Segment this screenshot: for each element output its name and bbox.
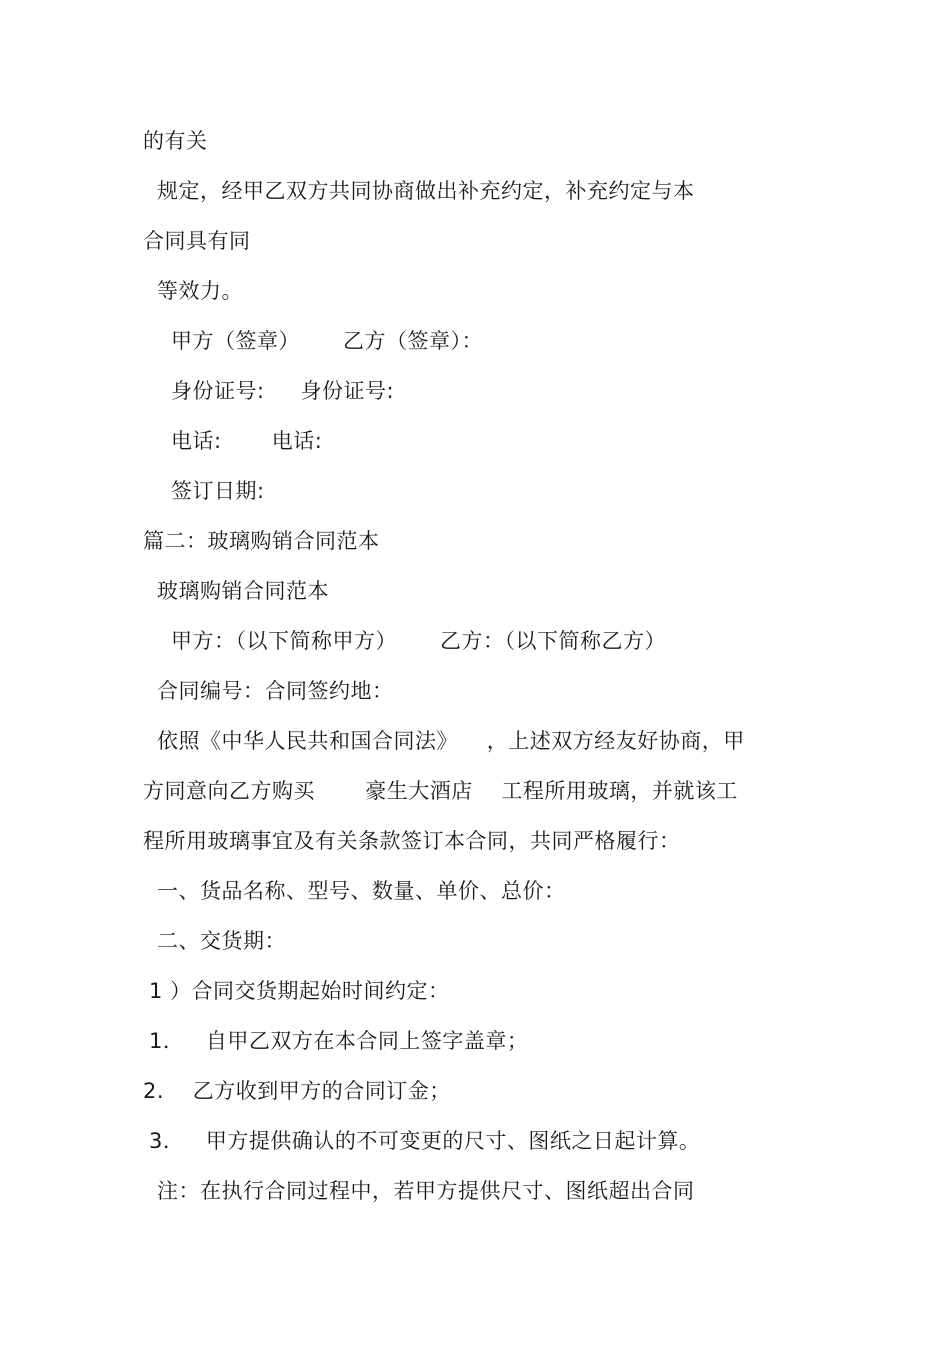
- list-item-2: 2. 乙方收到甲方的合同订金；: [143, 1079, 451, 1103]
- clause-2: 二、交货期：: [157, 929, 286, 953]
- signature-line-date: 签订日期:: [171, 479, 265, 503]
- parties-line: 甲方：（以下简称甲方） 乙方：（以下简称乙方）: [171, 629, 667, 653]
- signature-line-id: 身份证号: 身份证号:: [171, 379, 395, 403]
- note-line: 注：在执行合同过程中，若甲方提供尺寸、图纸超出合同: [157, 1179, 695, 1203]
- text-line-1: 的有关: [143, 129, 208, 153]
- signature-line-party: 甲方（签章） 乙方（签章）：: [171, 329, 484, 353]
- subclause-1: 1 ）合同交货期起始时间约定：: [149, 979, 450, 1003]
- list-item-1: 1． 自甲乙双方在本合同上签字盖章；: [149, 1029, 529, 1053]
- section-heading: 篇二：玻璃购销合同范本: [143, 529, 380, 553]
- text-line-3: 合同具有同: [143, 229, 251, 253]
- text-line-14: 方同意向乙方购买 豪生大酒店 工程所用玻璃，并就该工: [143, 779, 738, 803]
- clause-1: 一、货品名称、型号、数量、单价、总价：: [157, 879, 566, 903]
- text-line-13: 依照《中华人民共和国合同法》 ，上述双方经友好协商，甲: [157, 729, 745, 753]
- text-line-15: 程所用玻璃事宜及有关条款签订本合同，共同严格履行：: [143, 829, 681, 853]
- contract-title: 玻璃购销合同范本: [157, 579, 329, 603]
- list-item-3: 3． 甲方提供确认的不可变更的尺寸、图纸之日起计算。: [149, 1129, 701, 1153]
- contract-number-line: 合同编号：合同签约地：: [157, 679, 394, 703]
- signature-line-phone: 电话: 电话:: [171, 429, 323, 453]
- text-line-4: 等效力。: [157, 279, 243, 303]
- text-line-2: 规定，经甲乙双方共同协商做出补充约定，补充约定与本: [157, 179, 695, 203]
